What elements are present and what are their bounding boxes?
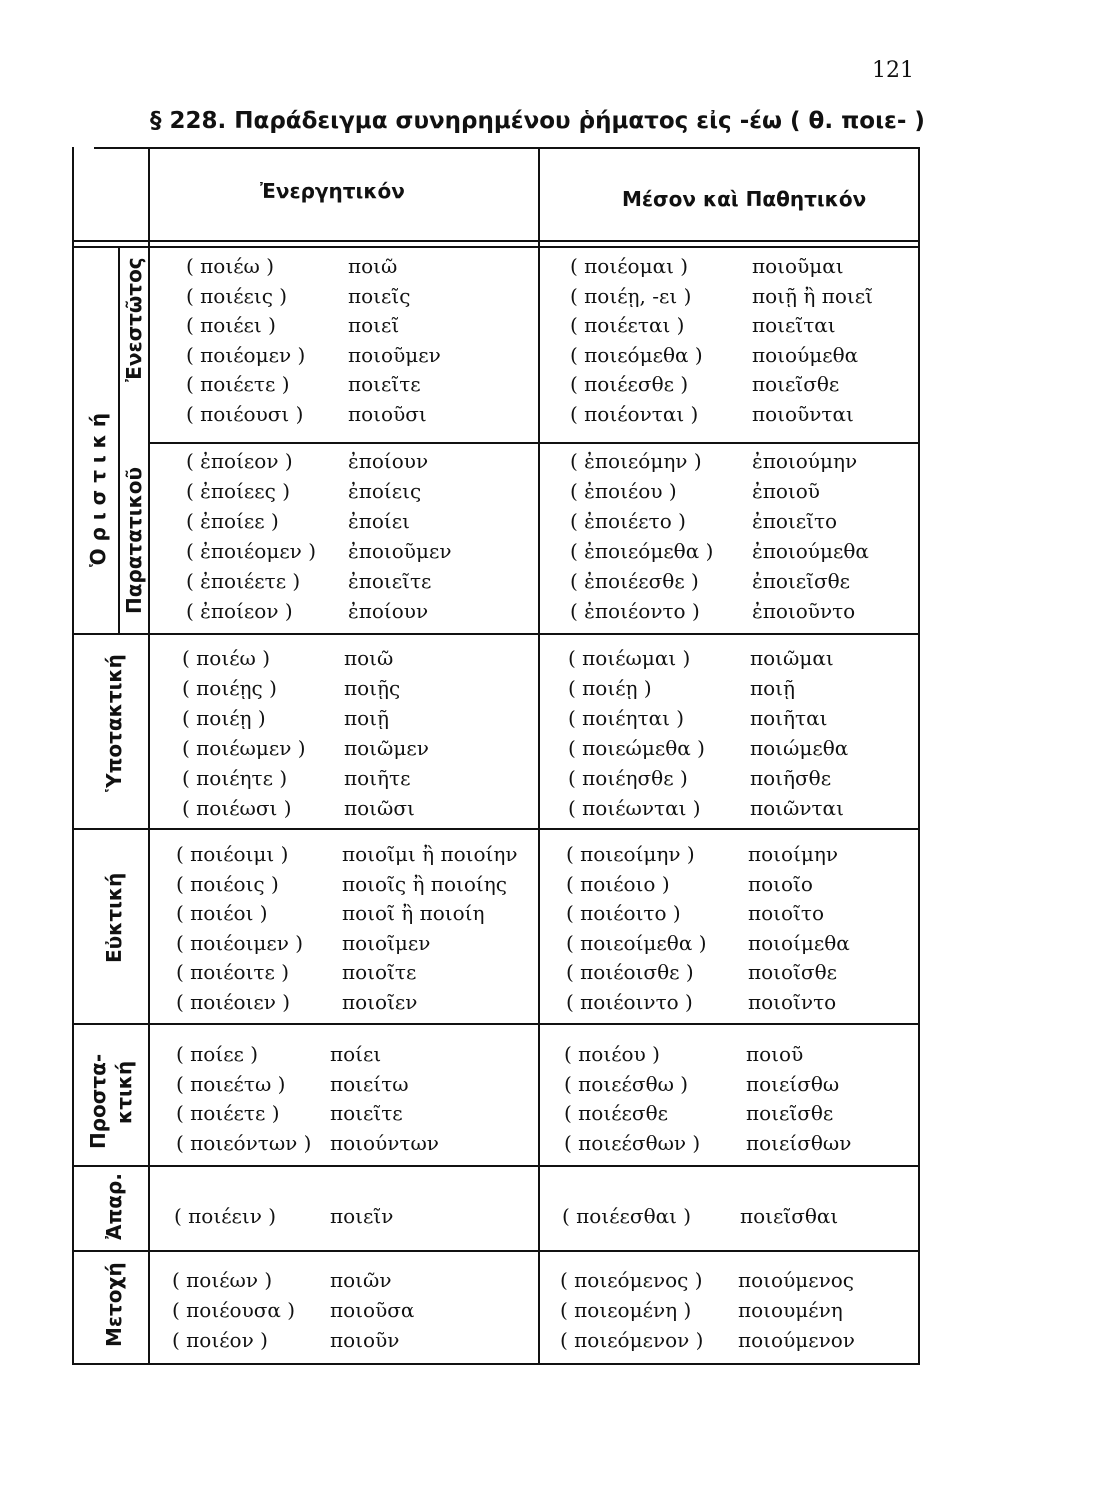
table-top-border [94, 147, 920, 149]
active-contracted-form: ποιεῖτε [348, 372, 421, 396]
middle-contracted-form: ποιούμεθα [752, 342, 859, 367]
middle-contracted-form: ποιῆσθε [750, 766, 832, 790]
active-base-form: ( ποιέοι ) [176, 901, 268, 925]
label-prostaktiki-2: κτική [112, 1060, 136, 1124]
middle-contracted-form: ποιείσθω [746, 1071, 840, 1096]
middle-contracted-form: ἐποιοῦντο [752, 599, 856, 623]
middle-contracted-form: ποιῶνται [750, 796, 844, 820]
active-contracted-form: ποιοῦσι [348, 401, 427, 426]
middle-base-form: ( ἐποιέετο ) [570, 509, 686, 533]
active-contracted-form: ποιοῖ ἢ ποιοίη [342, 901, 485, 925]
active-base-form: ( ποιέουσι ) [186, 401, 304, 426]
middle-contracted-form: ποιῇ [750, 676, 796, 700]
active-base-form: ( ποιέον ) [172, 1328, 268, 1352]
active-base-form: ( ποιέωμεν ) [182, 736, 306, 760]
active-contracted-form: ποιοῦσα [330, 1298, 415, 1322]
label-enestos: Ἐνεστῶτος [122, 257, 146, 382]
middle-base-form: ( ποιέησθε ) [568, 766, 688, 790]
middle-contracted-form: ποιούμενον [738, 1328, 855, 1352]
active-contracted-form: ποιεῖτε [330, 1101, 403, 1125]
middle-base-form: ( ποιέῃ, -ει ) [570, 283, 692, 308]
middle-contracted-form: ποιοῦ [746, 1042, 804, 1066]
middle-contracted-form: ἐποιεῖτο [752, 509, 838, 533]
header-middle-passive: Μέσον καὶ Παθητικόν [622, 187, 867, 211]
middle-base-form: ( ἐποιεόμην ) [570, 449, 702, 473]
middle-contracted-form: ποιώμεθα [750, 736, 849, 760]
middle-contracted-form: ποιοίμεθα [748, 930, 850, 955]
label-paratatikos: Παρατατικοῦ [122, 466, 146, 614]
voice-column-divider [538, 147, 540, 1365]
page-title: § 228. Παράδειγμα συνηρημένου ῥήματος εἰς -έω ( θ. ποιε- ) [150, 108, 925, 134]
active-base-form: ( ποιέοιμεν ) [176, 930, 304, 955]
divider-efktiki-prostaktiki [72, 1023, 920, 1025]
active-contracted-form: ποιοῦμεν [348, 342, 441, 367]
active-contracted-form: ποιοῖμεν [342, 930, 431, 955]
middle-base-form: ( ποιεομένη ) [560, 1298, 692, 1322]
divider-oristiki-ypotaktiki [72, 633, 920, 635]
middle-base-form: ( ποιέοισθε ) [566, 960, 694, 984]
middle-base-form: ( ποιέομαι ) [570, 254, 689, 278]
middle-contracted-form: ποιοῖτο [748, 901, 825, 925]
middle-contracted-form: ποιοῦνται [752, 401, 854, 426]
active-contracted-form: ἐποίουν [348, 599, 429, 623]
middle-base-form: ( ποιέονται ) [570, 401, 699, 426]
active-base-form: ( ποιέοις ) [176, 871, 279, 896]
active-base-form: ( ποίεε ) [176, 1042, 259, 1066]
active-contracted-form: ποιούντων [330, 1130, 439, 1155]
active-contracted-form: ποιεῖ [348, 313, 400, 337]
middle-base-form: ( ποιεώμεθα ) [568, 736, 705, 760]
active-base-form: ( ποιέωσι ) [182, 796, 292, 820]
active-base-form: ( ποιέῃ ) [182, 706, 266, 730]
active-contracted-form: ποιῶμεν [344, 736, 429, 760]
middle-base-form: ( ἐποιέεσθε ) [570, 569, 699, 593]
middle-base-form: ( ποιέωμαι ) [568, 646, 691, 670]
middle-contracted-form: ποιῶμαι [750, 646, 834, 670]
active-contracted-form: ποιοῦν [330, 1328, 400, 1352]
active-contracted-form: ἐποίουν [348, 449, 429, 473]
middle-base-form: ( ποιέου ) [564, 1042, 660, 1066]
middle-contracted-form: ἐποιούμεθα [752, 539, 869, 563]
active-base-form: ( ἐποιέομεν ) [186, 539, 316, 563]
middle-base-form: ( ποιεέσθων ) [564, 1130, 701, 1155]
middle-contracted-form: ποιεῖσθε [752, 372, 840, 396]
middle-contracted-form: ἐποιεῖσθε [752, 569, 851, 593]
divider-aparemfatos-metochi [72, 1250, 920, 1252]
active-base-form: ( ποιέετε ) [176, 1101, 280, 1125]
label-column-divider [148, 147, 150, 1365]
middle-contracted-form: ποιοῖντο [748, 989, 837, 1014]
middle-base-form: ( ἐποιέου ) [570, 479, 677, 503]
middle-contracted-form: ποιοῖο [748, 871, 813, 896]
middle-base-form: ( ποιεοίμεθα ) [566, 930, 707, 955]
label-ypotaktiki: Ὑποτακτική [102, 654, 126, 792]
middle-contracted-form: ποιείσθων [746, 1130, 852, 1155]
middle-base-form: ( ποιέοιο ) [566, 871, 670, 896]
table-right-border [918, 147, 920, 1365]
active-base-form: ( ἐποιέετε ) [186, 569, 301, 593]
middle-contracted-form: ποιοίμην [748, 842, 839, 866]
active-base-form: ( ποιέων ) [172, 1268, 273, 1292]
active-contracted-form: ποίει [330, 1042, 382, 1066]
conjugation-table [72, 147, 920, 1365]
middle-base-form: ( ποιέεσθε ) [570, 372, 689, 396]
active-base-form: ( ποιέετε ) [186, 372, 290, 396]
active-base-form: ( ποιέοιμι ) [176, 842, 289, 866]
middle-contracted-form: ποιουμένη [738, 1298, 843, 1322]
active-base-form: ( ποιέητε ) [182, 766, 288, 790]
active-contracted-form: ἐποιεῖτε [348, 569, 432, 593]
table-left-border [72, 147, 74, 1365]
active-contracted-form: ποιοῖς ἢ ποιοίης [342, 871, 507, 896]
middle-contracted-form: ποιῆται [750, 706, 828, 730]
oristiki-inner-divider [118, 246, 120, 633]
middle-base-form: ( ποιέηται ) [568, 706, 685, 730]
active-contracted-form: ἐποιοῦμεν [348, 539, 452, 563]
label-oristiki: Ὁ ρ ι σ τ ι κ ή [86, 412, 110, 567]
active-contracted-form: ποιῇ [344, 706, 390, 730]
active-base-form: ( ἐποίεε ) [186, 509, 279, 533]
active-contracted-form: ποιῶ [344, 646, 394, 670]
divider-enestos-paratatikos [148, 442, 920, 444]
middle-base-form: ( ποιέωνται ) [568, 796, 701, 820]
middle-contracted-form: ἐποιοῦ [752, 479, 820, 503]
active-base-form: ( ποιεόντων ) [176, 1130, 312, 1155]
active-base-form: ( ποιέει ) [186, 313, 276, 337]
middle-base-form: ( ποιεόμενος ) [560, 1268, 703, 1292]
label-metochi: Μετοχή [102, 1262, 126, 1347]
middle-base-form: ( ποιεόμεθα ) [570, 342, 703, 367]
table-bottom-border [72, 1363, 920, 1365]
middle-base-form: ( ποιέεται ) [570, 313, 685, 337]
active-base-form: ( ποιέω ) [186, 254, 275, 278]
middle-base-form: ( ποιέοιτο ) [566, 901, 681, 925]
active-contracted-form: ποιῆτε [344, 766, 411, 790]
active-contracted-form: ποιῇς [344, 676, 401, 700]
active-contracted-form: ἐποίεις [348, 479, 422, 503]
active-contracted-form: ποιῶ [348, 254, 398, 278]
middle-contracted-form: ποιούμενος [738, 1268, 854, 1292]
middle-base-form: ( ἐποιεόμεθα ) [570, 539, 714, 563]
active-base-form: ( ποιέουσα ) [172, 1298, 296, 1322]
active-base-form: ( ποιεέτω ) [176, 1071, 286, 1096]
middle-base-form: ( ποιεόμενον ) [560, 1328, 704, 1352]
middle-contracted-form: ἐποιούμην [752, 449, 858, 473]
header-divider [72, 240, 920, 242]
active-contracted-form: ποιῶσι [344, 796, 415, 820]
middle-contracted-form: ποιοῖσθε [748, 960, 837, 984]
active-contracted-form: ποιοῖμι ἢ ποιοίην [342, 842, 518, 866]
active-contracted-form: ποιῶν [330, 1268, 392, 1292]
middle-contracted-form: ποιεῖσθε [746, 1101, 834, 1125]
middle-contracted-form: ποιεῖσθαι [740, 1204, 839, 1228]
middle-base-form: ( ποιεέσθω ) [564, 1071, 689, 1096]
active-base-form: ( ποιέομεν ) [186, 342, 306, 367]
label-prostaktiki-1: Προστα- [86, 1053, 110, 1149]
active-base-form: ( ποιέῃς ) [182, 676, 277, 700]
active-base-form: ( ποιέοιεν ) [176, 989, 291, 1014]
active-base-form: ( ποιέειν ) [174, 1204, 277, 1228]
label-efktiki: Εὐκτική [102, 872, 126, 963]
middle-contracted-form: ποιεῖται [752, 313, 836, 337]
middle-base-form: ( ποιέοιντο ) [566, 989, 693, 1014]
header-active: Ἐνεργητικόν [260, 179, 405, 203]
divider-ypotaktiki-efktiki [72, 828, 920, 830]
active-base-form: ( ποιέω ) [182, 646, 271, 670]
middle-base-form: ( ποιέεσθε [564, 1101, 668, 1125]
active-base-form: ( ἐποίεον ) [186, 449, 293, 473]
middle-contracted-form: ποιοῦμαι [752, 254, 844, 278]
active-contracted-form: ποιεῖς [348, 283, 411, 308]
active-contracted-form: ἐποίει [348, 509, 410, 533]
page-number: 121 [872, 58, 914, 83]
active-base-form: ( ποιέεις ) [186, 283, 288, 308]
active-base-form: ( ἐποίεον ) [186, 599, 293, 623]
active-contracted-form: ποιοῖεν [342, 989, 418, 1014]
active-contracted-form: ποιεῖν [330, 1204, 394, 1228]
middle-base-form: ( ποιέῃ ) [568, 676, 652, 700]
label-aparemfatos: Ἀπαρ. [102, 1173, 126, 1240]
middle-base-form: ( ποιέεσθαι ) [562, 1204, 692, 1228]
divider-prostaktiki-aparemfatos [72, 1165, 920, 1167]
active-contracted-form: ποιείτω [330, 1071, 409, 1096]
middle-contracted-form: ποιῇ ἢ ποιεῖ [752, 283, 873, 308]
middle-base-form: ( ἐποιέοντο ) [570, 599, 700, 623]
middle-base-form: ( ποιεοίμην ) [566, 842, 695, 866]
header-divider-2 [72, 246, 920, 248]
active-contracted-form: ποιοῖτε [342, 960, 417, 984]
active-base-form: ( ἐποίεες ) [186, 479, 291, 503]
active-base-form: ( ποιέοιτε ) [176, 960, 290, 984]
